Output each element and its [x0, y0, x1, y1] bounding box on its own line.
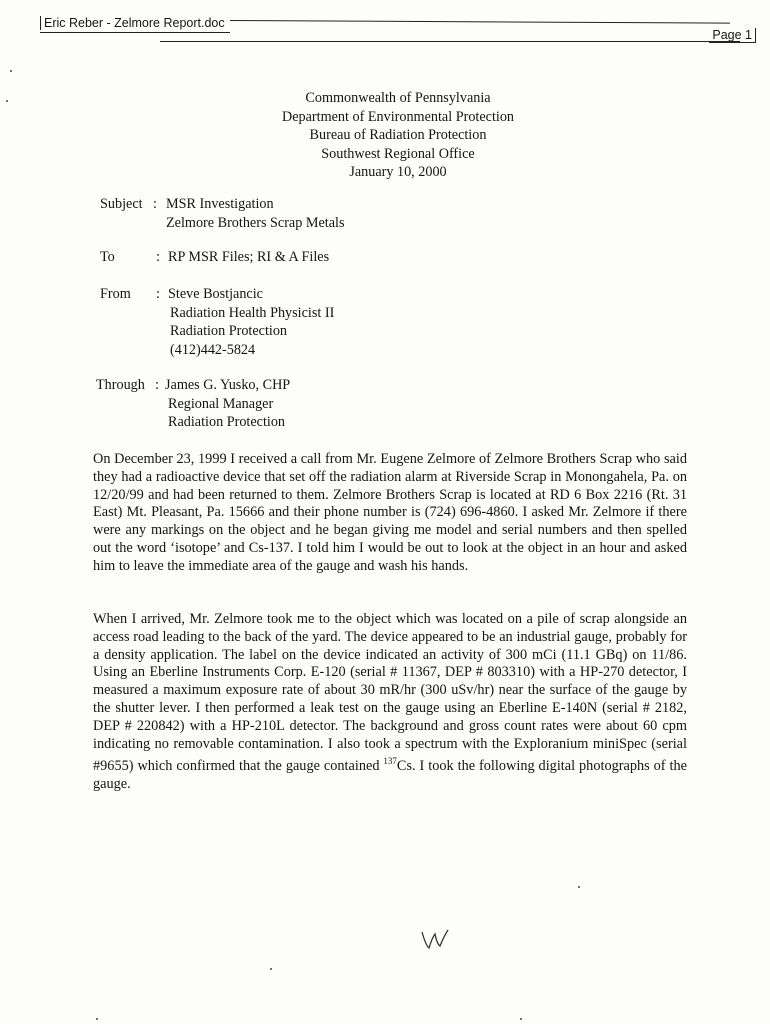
from-name: Steve Bostjancic [168, 286, 263, 302]
scan-speck [96, 1018, 98, 1020]
header-rule-top [230, 20, 730, 24]
subject-colon: : [153, 196, 157, 212]
to-value: RP MSR Files; RI & A Files [168, 249, 330, 265]
through-title: Regional Manager [168, 395, 274, 412]
from-org: Radiation Protection [170, 323, 288, 339]
body-paragraph-2 [93, 611, 687, 794]
subject-label: Subject [100, 196, 143, 212]
handwritten-mark [420, 924, 460, 954]
memo-date: January 10, 2000 [349, 164, 447, 180]
from-colon: : [156, 286, 160, 302]
letterhead-line-2: Department of Environmental Protection [281, 108, 515, 125]
paragraph-2-post: Cs. I took the following digital photographs of the gauge. [93, 758, 687, 792]
scan-speck [270, 968, 272, 970]
through-label: Through [96, 377, 145, 393]
document-filename: Eric Reber - Zelmore Report.doc [40, 16, 225, 30]
isotope-superscript: 137 [383, 756, 397, 767]
from-title: Radiation Health Physicist II [170, 304, 335, 321]
scan-speck [6, 100, 8, 102]
letterhead-line-3: Bureau of Radiation Protection [309, 127, 487, 143]
scan-speck [520, 1018, 522, 1020]
letterhead-line-1: Commonwealth of Pennsylvania [305, 90, 491, 106]
page-number: Page 1 [709, 28, 756, 43]
header-rule-left [40, 32, 230, 33]
scan-speck [10, 70, 12, 72]
paragraph-1-text: On December 23, 1999 I received a call from Mr. Eugene Zelmore of Zelmore Brothers Scrap who said they had a radioactive device that set off the radiation alarm at Riverside Scrap in Monongahela, Pa. on 12/20/99 and had been returned to them. Zelmore Brothers Scrap is located at RD 6 Box 2216 (Rt. 31 East) Mt. Pleasant, Pa. 15666 and their phone number is (724) 696-4860. I asked Mr. Zelmore if there were any markings on the object and he began giving me model and serial numbers and then spelled out the word ‘isotope’ and Cs-137. I told him I would be out to look at the object in an hour and asked him to leave the immediate area of the gauge and wash his hands. [93, 451, 687, 574]
letterhead-line-4: Southwest Regional Office [321, 145, 475, 162]
from-phone: (412)442-5824 [170, 341, 256, 358]
paragraph-2-pre: When I arrived, Mr. Zelmore took me to the object which was located on a pile of scrap alongside an access road leading to the back of the yard. The device appeared to be an industrial gauge, probably for a density application. The label on the device indicated an activity of 300 mCi (11.1 GBq) on 11/86. Using an Eberline Instruments Corp. E-120 (serial # 11367, DEP # 803310) with a HP-270 detector, I measured a maximum exposure rate of about 30 mR/hr (300 uSv/hr) near the surface of the gauge by the shutter lever. I then performed a leak test on the gauge using an Eberline E-140N (serial # 2182, DEP # 220842) with a HP-210L detector. The background and gross count rates were about 60 cpm indicating no removable contamination. I also took a spectrum with the Exploranium miniSpec (serial #9655) which confirmed that the gauge contained [93, 611, 687, 775]
from-label: From [100, 286, 131, 302]
to-label: To [100, 249, 115, 265]
subject-line-2: Zelmore Brothers Scrap Metals [166, 215, 345, 231]
letterhead [0, 89, 770, 182]
through-colon: : [155, 377, 159, 393]
body-paragraph-1 [93, 451, 687, 576]
through-name: James G. Yusko, CHP [165, 377, 291, 393]
through-org: Radiation Protection [168, 414, 286, 430]
subject-line-1: MSR Investigation [166, 196, 274, 212]
to-colon: : [156, 249, 160, 265]
paragraph-2-text [93, 611, 687, 794]
header-rule-bottom [160, 41, 740, 42]
scan-speck [578, 886, 580, 888]
